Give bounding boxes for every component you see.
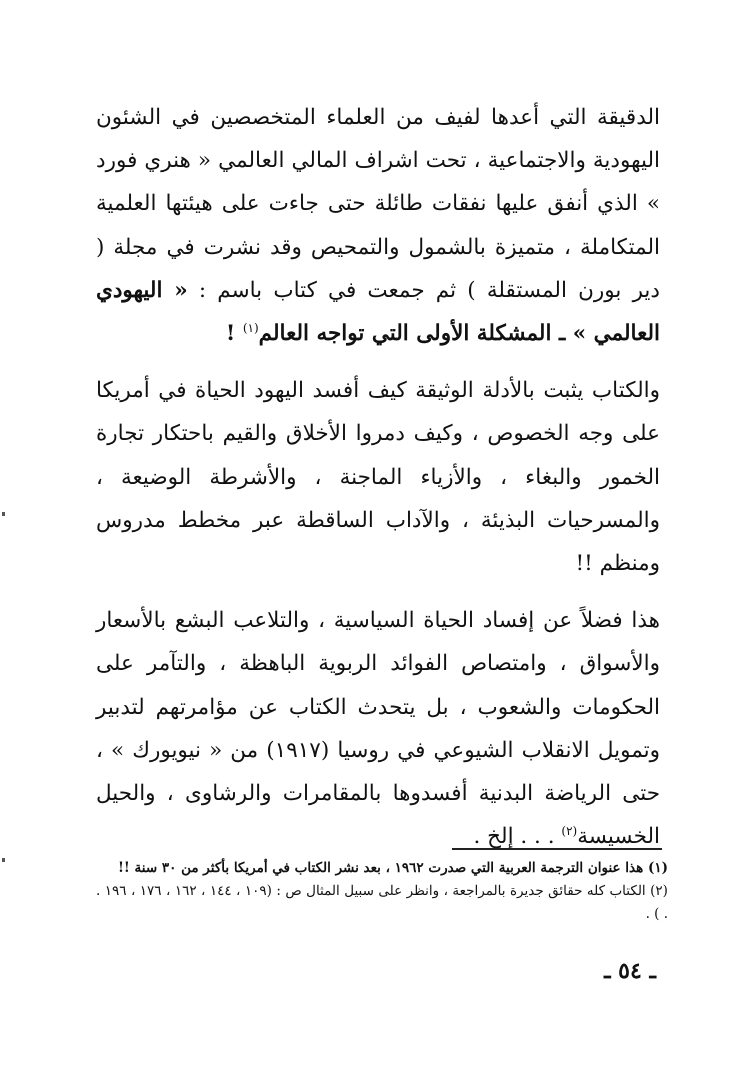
footnote-divider [452,848,662,850]
paragraph-2: والكتاب يثبت بالأدلة الوثيقة كيف أفسد اليهود الحياة في أمريكا على وجه الخصوص ، وكيف دمروا الأخلاق والقيم باحتكار تجارة الخمور والبغاء ، والأزياء الماجنة ، والأشرطة الوضيعة ، والمسرحيات البذيئة ، والآداب الساقطة عبر مخطط مدروس ومنظم !! [96,378,660,577]
footnote-1: (١) هذا عنوان الترجمة العربية التي صدرت ١٩٦٢ ، بعد نشر الكتاب في أمريكا بأكثر من ٣٠ سنة !! [118,860,668,876]
main-text [96,96,660,858]
paragraph-1-tail: ! [225,321,243,347]
paragraph-1-lead: الدقيقة التي أعدها لفيف من العلماء المتخصصين في الشئون اليهودية والاجتماعية ، تحت اشراف المالي العالمي « هنري فورد » الذي أنفق عليها نفقات طائلة حتى جاءت على هيئتها العلمية المتكاملة ، متميزة بالشمول والتمحيص وقد نشرت في مجلة ( دير بورن المستقلة ) ثم جمعت في كتاب باسم : [96,105,660,303]
paragraph-3-lead: هذا فضلاً عن إفساد الحياة السياسية ، والتلاعب البشع بالأسعار والأسواق ، وامتصاص الفوائد الربوية الباهظة ، والتآمر على الحكومات والشعوب ، بل يتحدث الكتاب عن مؤامرتهم لتدبير وتمويل الانقلاب الشيوعي في روسيا (١٩١٧) من « نيويورك » ، حتى الرياضة البدنية أفسدوها بالمقامرات والرشاوى ، والحيل الخسيسة [96,608,660,850]
footnote-ref-1[interactable]: (١) [242,320,259,335]
page-number: ـ ٥٤ ـ [604,958,656,984]
footnote-2: (٢) الكتاب كله حقائق جديرة بالمراجعة ، وانظر على سبيل المثال ص : (١٠٩ ، ١٤٤ ، ١٦٢ ، ١٧٦ ، ١٩٦ . . ) . [96,883,668,922]
paragraph-3 [96,599,660,858]
scan-mark [2,858,5,862]
paragraph-3-tail: . . . إلخ . [473,824,562,850]
footnotes [96,857,668,926]
footnote-ref-2[interactable]: (٢) [561,824,578,839]
scan-mark [2,512,5,516]
paragraph-1 [96,96,660,355]
book-title: « اليهودي العالمي » ـ المشكلة الأولى التي تواجه العالم [96,277,660,347]
